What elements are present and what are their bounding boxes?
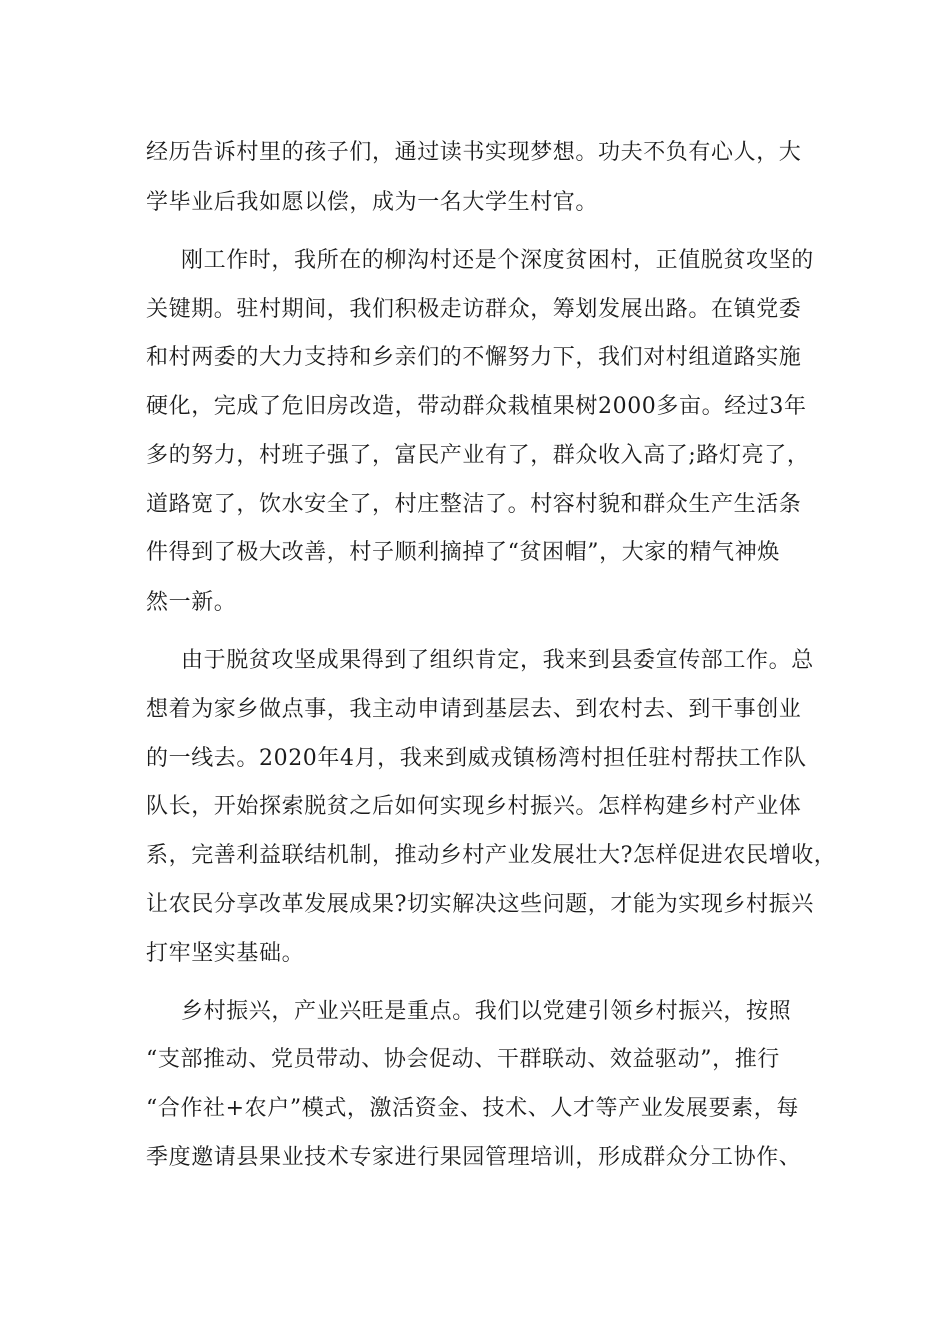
text-line: 学毕业后我如愿以偿，成为一名大学生村官。 bbox=[146, 190, 599, 215]
text-line: 件得到了极大改善，村子顺利摘掉了“贫困帽”，大家的精气神焕 bbox=[146, 540, 780, 565]
text-line: 乡村振兴，产业兴旺是重点。我们以党建引领乡村振兴，按照 bbox=[181, 999, 792, 1024]
text-line: 刚工作时，我所在的柳沟村还是个深度贫困村，正值脱贫攻坚的 bbox=[181, 248, 814, 273]
text-line: 让农民分享改革发展成果?切实解决这些问题，才能为实现乡村振兴 bbox=[146, 892, 814, 917]
text-line: 多的努力，村班子强了，富民产业有了，群众收入高了;路灯亮了， bbox=[146, 443, 810, 468]
text-line: 想着为家乡做点事，我主动申请到基层去、到农村去、到干事创业 bbox=[146, 697, 802, 722]
text-line: 经历告诉村里的孩子们，通过读书实现梦想。功夫不负有心人，大 bbox=[146, 140, 802, 165]
text-line: “合作社+农户”模式，激活资金、技术、人才等产业发展要素，每 bbox=[146, 1096, 799, 1121]
text-line: 队长，开始探索脱贫之后如何实现乡村振兴。怎样构建乡村产业体 bbox=[146, 794, 802, 819]
text-line: 道路宽了，饮水安全了，村庄整洁了。村容村貌和群众生产生活条 bbox=[146, 492, 802, 517]
text-line: “支部推动、党员带动、协会促动、干群联动、效益驱动”，推行 bbox=[146, 1047, 780, 1072]
text-line: 打牢坚实基础。 bbox=[146, 941, 305, 966]
text-line: 关键期。驻村期间，我们积极走访群众，筹划发展出路。在镇党委 bbox=[146, 297, 802, 322]
text-line: 硬化，完成了危旧房改造，带动群众栽植果树2000多亩。经过3年 bbox=[146, 394, 807, 419]
text-line: 和村两委的大力支持和乡亲们的不懈努力下，我们对村组道路实施 bbox=[146, 345, 802, 370]
text-line: 季度邀请县果业技术专家进行果园管理培训，形成群众分工协作、 bbox=[146, 1145, 802, 1170]
text-line: 系，完善利益联结机制，推动乡村产业发展壮大?怎样促进农民增收， bbox=[146, 843, 837, 868]
text-line: 然一新。 bbox=[146, 590, 237, 615]
text-line: 由于脱贫攻坚成果得到了组织肯定，我来到县委宣传部工作。总 bbox=[181, 648, 814, 673]
text-line: 的一线去。2020年4月，我来到威戎镇杨湾村担任驻村帮扶工作队 bbox=[146, 746, 807, 771]
